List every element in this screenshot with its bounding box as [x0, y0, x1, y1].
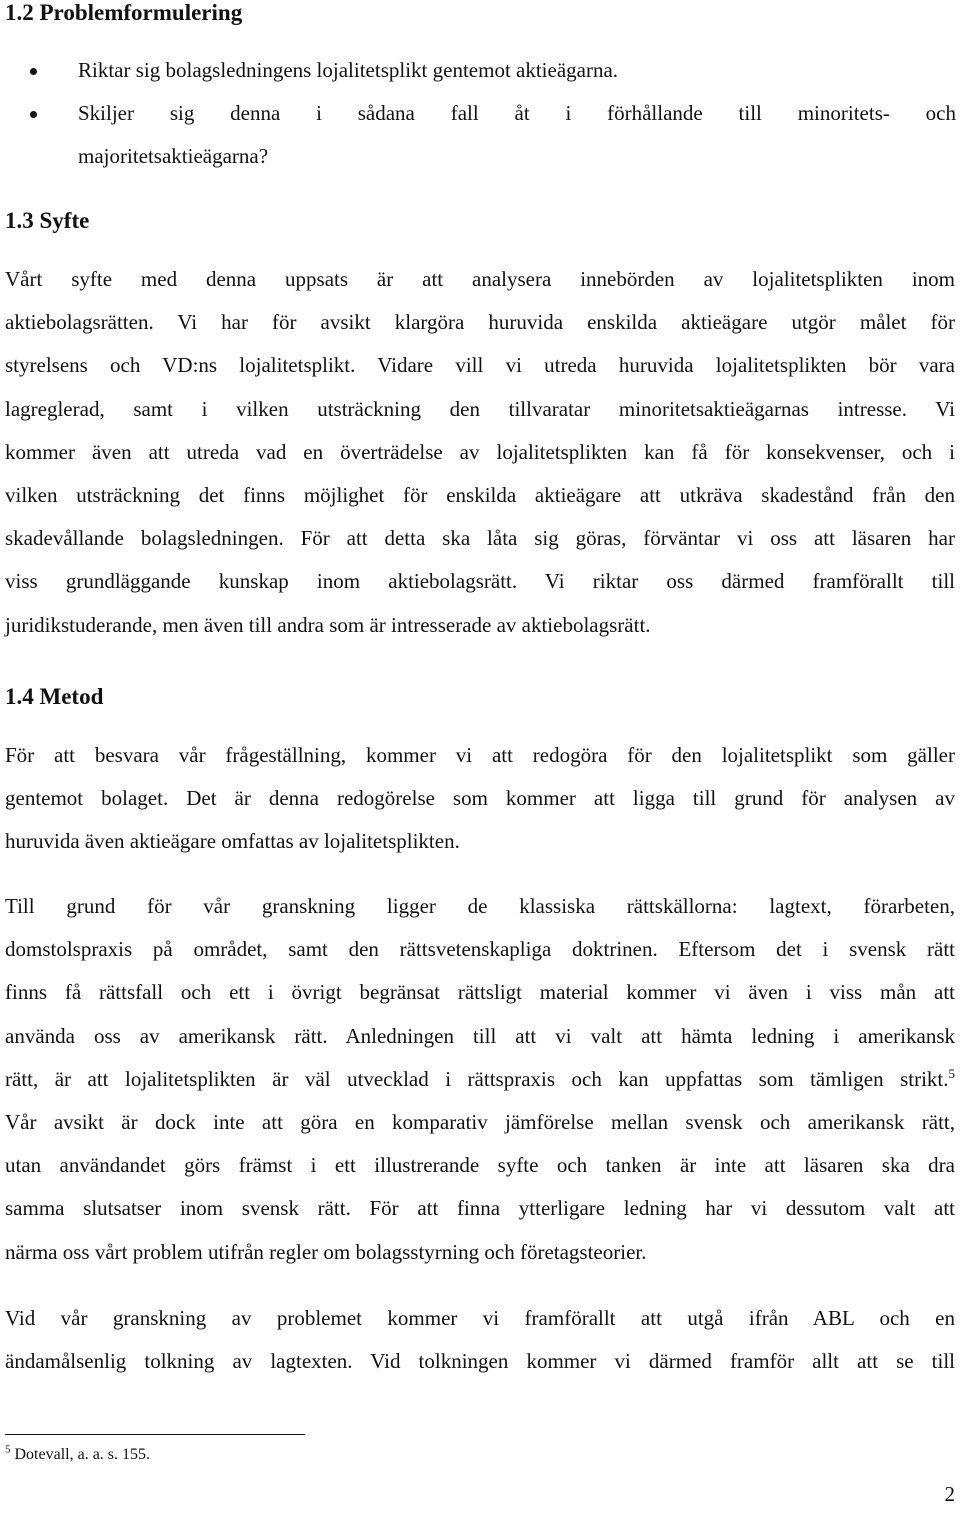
- footnote-reference[interactable]: 5: [948, 1065, 955, 1081]
- problem-bullet-list: [30, 49, 956, 179]
- heading-method: 1.4 Metod: [5, 684, 104, 709]
- method-paragraph-3: [5, 1297, 955, 1383]
- method-p2-line-5-text: rätt, är att lojalitetsplikten är väl utvecklad i rättspraxis och kan uppfattas som tämligen strikt.: [5, 1066, 949, 1091]
- method-p1-line-3: huruvida även aktieägare omfattas av lojalitetsplikten.: [5, 829, 460, 854]
- method-p2-line-9: närma oss vårt problem utifrån regler om bolagsstyrning och företagsteorier.: [5, 1239, 647, 1264]
- method-p1-line-1: För att besvara vår frågeställning, kommer vi att redogöra för den lojalitetsplikt som gäller: [5, 743, 955, 767]
- bullet-item-2: [30, 92, 956, 178]
- method-p2-line-3: finns få rättsfall och ett i övrigt begränsat rättsligt material kommer vi även i viss mån att: [5, 980, 955, 1005]
- purpose-line-4: lagreglerad, samt i vilken utsträckning den tillvaratar minoritetsaktieägarnas intresse. Vi: [5, 396, 955, 421]
- purpose-line-3: styrelsens och VD:ns lojalitetsplikt. Vidare vill vi utreda huruvida lojalitetsplikten bör vara: [5, 353, 955, 378]
- purpose-line-9: juridikstuderande, men även till andra som är intresserade av aktiebolagsrätt.: [5, 612, 651, 637]
- bullet-dot-icon: [30, 68, 37, 75]
- bullet-item-1: [30, 49, 956, 92]
- method-paragraph-2: [5, 885, 955, 1274]
- page-number: 2: [944, 1482, 955, 1506]
- method-p2-line-5: [5, 1058, 955, 1101]
- footnote-text: Dotevall, a. a. s. 155.: [10, 1446, 151, 1463]
- method-p2-line-7: utan användandet görs främst i ett illustrerande syfte och tanken är inte att läsaren ska dra: [5, 1153, 955, 1178]
- method-p3-line-1: Vid vår granskning av problemet kommer vi framförallt att utgå ifrån ABL och en: [5, 1306, 955, 1330]
- purpose-line-2: aktiebolagsrätten. Vi har för avsikt klargöra huruvida enskilda aktieägare utgör målet för: [5, 310, 955, 335]
- bullet-dot-icon: [30, 111, 37, 118]
- method-p2-line-1: Till grund för vår granskning ligger de klassiska rättskällorna: lagtext, förarbeten,: [5, 894, 955, 918]
- bullet-1-line-1: Riktar sig bolagsledningens lojalitetsplikt gentemot aktieägarna.: [78, 58, 619, 82]
- purpose-paragraph: [5, 258, 955, 647]
- method-p1-line-2: gentemot bolaget. Det är denna redogörelse som kommer att ligga till grund för analysen av: [5, 786, 955, 811]
- bullet-2-line-2: majoritetsaktieägarna?: [78, 144, 269, 169]
- method-p3-line-2: ändamålsenlig tolkning av lagtexten. Vid tolkningen kommer vi därmed framför allt att se till: [5, 1349, 955, 1374]
- method-p2-line-2: domstolspraxis på området, samt den rättsvetenskapliga doktrinen. Eftersom det i svensk rätt: [5, 937, 955, 962]
- purpose-line-7: skadevållande bolagsledningen. För att detta ska låta sig göras, förväntar vi oss att läsaren har: [5, 526, 955, 551]
- purpose-line-1: Vårt syfte med denna uppsats är att analysera innebörden av lojalitetsplikten inom: [5, 267, 955, 291]
- method-p2-line-8: samma slutsatser inom svensk rätt. För att finna ytterligare ledning har vi dessutom valt att: [5, 1196, 955, 1221]
- bullet-2-line-1: Skiljer sig denna i sådana fall åt i förhållande till minoritets- och: [78, 101, 956, 126]
- footnote-divider: [5, 1434, 305, 1435]
- purpose-line-5: kommer även att utreda vad en överträdelse av lojalitetsplikten kan få för konsekvenser, och i: [5, 439, 955, 464]
- purpose-line-6: vilken utsträckning det finns möjlighet för enskilda aktieägare att utkräva skadestånd från den: [5, 482, 955, 507]
- purpose-line-8: viss grundläggande kunskap inom aktiebolagsrätt. Vi riktar oss därmed framförallt till: [5, 569, 955, 594]
- method-p2-line-6: Vår avsikt är dock inte att göra en komparativ jämförelse mellan svensk och amerikansk rätt,: [5, 1109, 955, 1134]
- method-paragraph-1: [5, 734, 955, 864]
- footnote: [5, 1444, 150, 1466]
- heading-problem-formulation: 1.2 Problemformulering: [5, 0, 243, 25]
- footnote-number: 5: [5, 1443, 11, 1456]
- heading-purpose: 1.3 Syfte: [5, 208, 90, 233]
- method-p2-line-4: använda oss av amerikansk rätt. Anledningen till att vi valt att hämta ledning i amerikansk: [5, 1023, 955, 1048]
